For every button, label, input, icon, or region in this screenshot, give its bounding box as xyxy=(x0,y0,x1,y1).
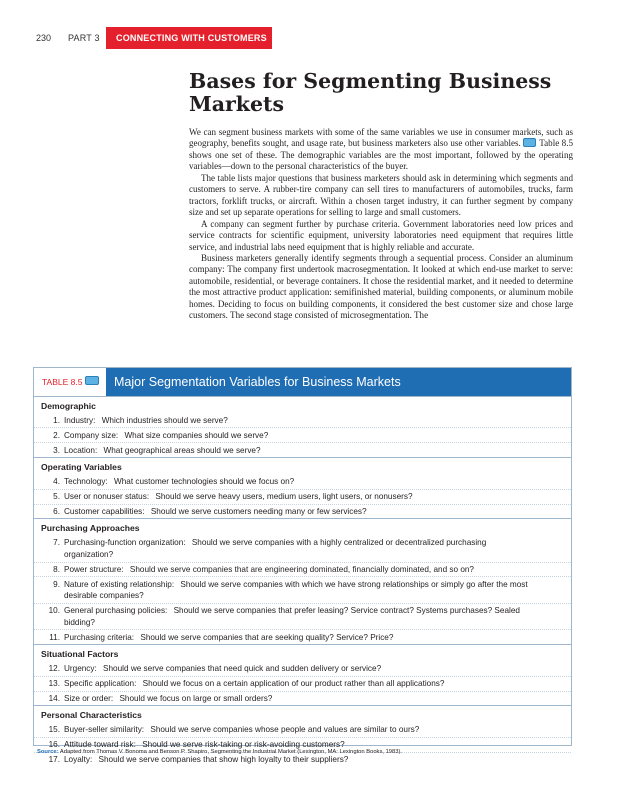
row-question: Should we serve companies that prefer leasing? Service contract? Systems purchases? Sealed bidding? xyxy=(64,606,520,627)
table-row xyxy=(34,629,571,644)
table-row xyxy=(34,562,571,577)
row-text xyxy=(64,430,571,442)
table-section-heading: Purchasing Approaches xyxy=(34,518,571,536)
table-label: TABLE 8.5 xyxy=(34,368,106,396)
table-row xyxy=(34,442,571,457)
row-number: 16. xyxy=(48,740,60,750)
row-text xyxy=(64,445,571,457)
row-text xyxy=(64,506,571,518)
table-row xyxy=(34,576,571,602)
row-question: What size companies should we serve? xyxy=(124,430,269,440)
part-label: PART 3 xyxy=(68,33,100,43)
ebook-icon[interactable] xyxy=(85,376,99,385)
table-row xyxy=(34,427,571,442)
paragraph-1 xyxy=(189,127,573,173)
row-question: What customer technologies should we focus on? xyxy=(113,477,295,487)
row-text xyxy=(64,632,571,644)
row-variable: User or nonuser status: xyxy=(64,492,150,502)
table-row xyxy=(34,536,571,561)
row-number: 11. xyxy=(49,632,60,642)
row-text xyxy=(64,678,571,690)
table-row xyxy=(34,691,571,706)
row-variable: Industry: xyxy=(64,415,96,425)
row-text xyxy=(64,537,571,560)
row-text xyxy=(64,693,571,705)
row-number: 13. xyxy=(48,679,60,689)
row-question: Should we serve companies that show high loyalty to their suppliers? xyxy=(98,755,349,765)
table-row xyxy=(34,603,571,629)
row-variable: Attitude toward risk: xyxy=(64,740,136,750)
row-question: Should we focus on large or small orders? xyxy=(119,693,273,703)
row-variable: Buyer-seller similarity: xyxy=(64,725,145,735)
row-number: 10. xyxy=(48,606,60,616)
row-number: 8. xyxy=(53,564,60,574)
row-text xyxy=(64,415,571,427)
row-question: Should we serve companies whose people and values are similar to ours? xyxy=(150,725,420,735)
row-variable: Purchasing criteria: xyxy=(64,632,135,642)
row-question: Should we serve companies with which we have strong relationships or simply go after the most desirable companies? xyxy=(64,579,528,601)
table-row xyxy=(34,489,571,504)
row-question: Should we focus on a certain application of our product rather than all applications? xyxy=(142,679,445,689)
paragraph-2: The table lists major questions that business marketers should ask in determining which segments and customers to serve. A rubber-tire company can sell tires to manufacturers of automobiles, trucks, farm tractors, forklift trucks, or aircraft. Within a chosen target industry, it can further segment by company size and set up separate operations for selling to large and small customers. xyxy=(189,172,573,218)
row-question: Should we serve risk-taking or risk-avoiding customers? xyxy=(142,740,345,750)
row-question: Should we serve companies that need quick and sudden delivery or service? xyxy=(103,664,382,674)
table-row xyxy=(34,504,571,519)
row-variable: Power structure: xyxy=(64,564,124,574)
row-number: 9. xyxy=(53,579,60,589)
row-number: 17. xyxy=(48,755,60,765)
row-variable: Loyalty: xyxy=(64,755,93,765)
row-question: Should we serve heavy users, medium users, light users, or nonusers? xyxy=(155,492,413,502)
table-title: Major Segmentation Variables for Business Markets xyxy=(106,368,571,396)
row-text xyxy=(64,663,571,675)
row-number: 12. xyxy=(48,664,60,674)
row-question: Should we serve customers needing many or few services? xyxy=(150,506,367,516)
page-number: 230 xyxy=(36,33,52,43)
row-variable: Specific application: xyxy=(64,679,137,689)
row-text xyxy=(64,724,571,736)
row-question: Should we serve companies that are seeking quality? Service? Price? xyxy=(140,632,394,642)
row-variable: Technology: xyxy=(64,477,108,487)
table-section-heading: Situational Factors xyxy=(34,644,571,662)
row-variable: Purchasing-function organization: xyxy=(64,538,186,548)
row-text xyxy=(64,476,571,488)
table-section-heading: Demographic xyxy=(34,396,571,414)
row-number: 2. xyxy=(53,430,60,440)
row-number: 7. xyxy=(53,538,60,548)
row-question: Which industries should we serve? xyxy=(101,415,228,425)
row-number: 5. xyxy=(53,492,60,502)
row-text xyxy=(64,491,571,503)
table-section-heading: Operating Variables xyxy=(34,457,571,475)
paragraph-1-end: Table 8.5 shows one set of these. The demographic variables are the most important, followed by the operating variables—down to the personal characteristics of the buyer. xyxy=(189,138,573,172)
row-number: 6. xyxy=(53,506,60,516)
row-variable: Urgency: xyxy=(64,664,97,674)
table-row xyxy=(34,475,571,489)
paragraph-4: Business marketers generally identify segments through a sequential process. Consider an aluminum company: The company first undertook macrosegmentation. It looked at which end-use market to serve: automobile, residential, or beverage containers. It chose the residential market, and it needed to determine the most attractive product application: semifinished material, building components, or aluminum mobile homes. Deciding to focus on building components, it considered the best customer size and chose large customers. The second stage consisted of microsegmentation. The xyxy=(189,252,573,321)
row-number: 14. xyxy=(48,693,60,703)
row-variable: Location: xyxy=(64,445,98,455)
section-title: Bases for Segmenting Business Markets xyxy=(189,69,552,116)
row-variable: General purchasing policies: xyxy=(64,606,168,616)
body-text xyxy=(189,127,573,322)
row-question: What geographical areas should we serve? xyxy=(103,445,261,455)
row-number: 3. xyxy=(53,445,60,455)
row-question: Should we serve companies that are engineering dominated, financially dominated, and so on? xyxy=(129,564,474,574)
table-row xyxy=(34,676,571,691)
row-number: 1. xyxy=(53,415,60,425)
row-text xyxy=(64,564,571,576)
table-section-heading: Personal Characteristics xyxy=(34,705,571,723)
row-number: 15. xyxy=(48,725,60,735)
paragraph-1-start: We can segment business markets with some of the same variables we use in consumer markets, such as geography, benefits sought, and usage rate, but business marketers also use other variables. xyxy=(189,127,573,149)
row-number: 4. xyxy=(53,477,60,487)
row-variable: Company size: xyxy=(64,430,119,440)
row-question: Should we serve companies with a highly centralized or decentralized purchasing organization? xyxy=(64,538,487,560)
row-text xyxy=(64,754,571,766)
row-text xyxy=(64,605,571,628)
source-label: Source: xyxy=(37,749,59,755)
table-row xyxy=(34,414,571,428)
source-note xyxy=(37,749,402,755)
row-variable: Nature of existing relationship: xyxy=(64,579,175,589)
part-title-band: CONNECTING WITH CUSTOMERS xyxy=(106,27,272,49)
table-row xyxy=(34,662,571,676)
row-text xyxy=(64,579,571,602)
table-header xyxy=(34,368,571,396)
paragraph-3: A company can segment further by purchase criteria. Government laboratories need low prices and service contracts for scientific equipment, university laboratories need equipment that requires little service, and industrial labs need equipment that is highly reliable and accurate. xyxy=(189,218,573,252)
row-variable: Size or order: xyxy=(64,693,114,703)
source-text: Adapted from Thomas V. Bonoma and Benson P. Shapiro, Segmenting the Industrial Market (Lexington, MA: Lexington Books, 1983). xyxy=(59,749,403,755)
ebook-link-icon[interactable] xyxy=(523,138,536,147)
table-row xyxy=(34,723,571,737)
row-variable: Customer capabilities: xyxy=(64,506,145,516)
table-body xyxy=(34,396,571,767)
